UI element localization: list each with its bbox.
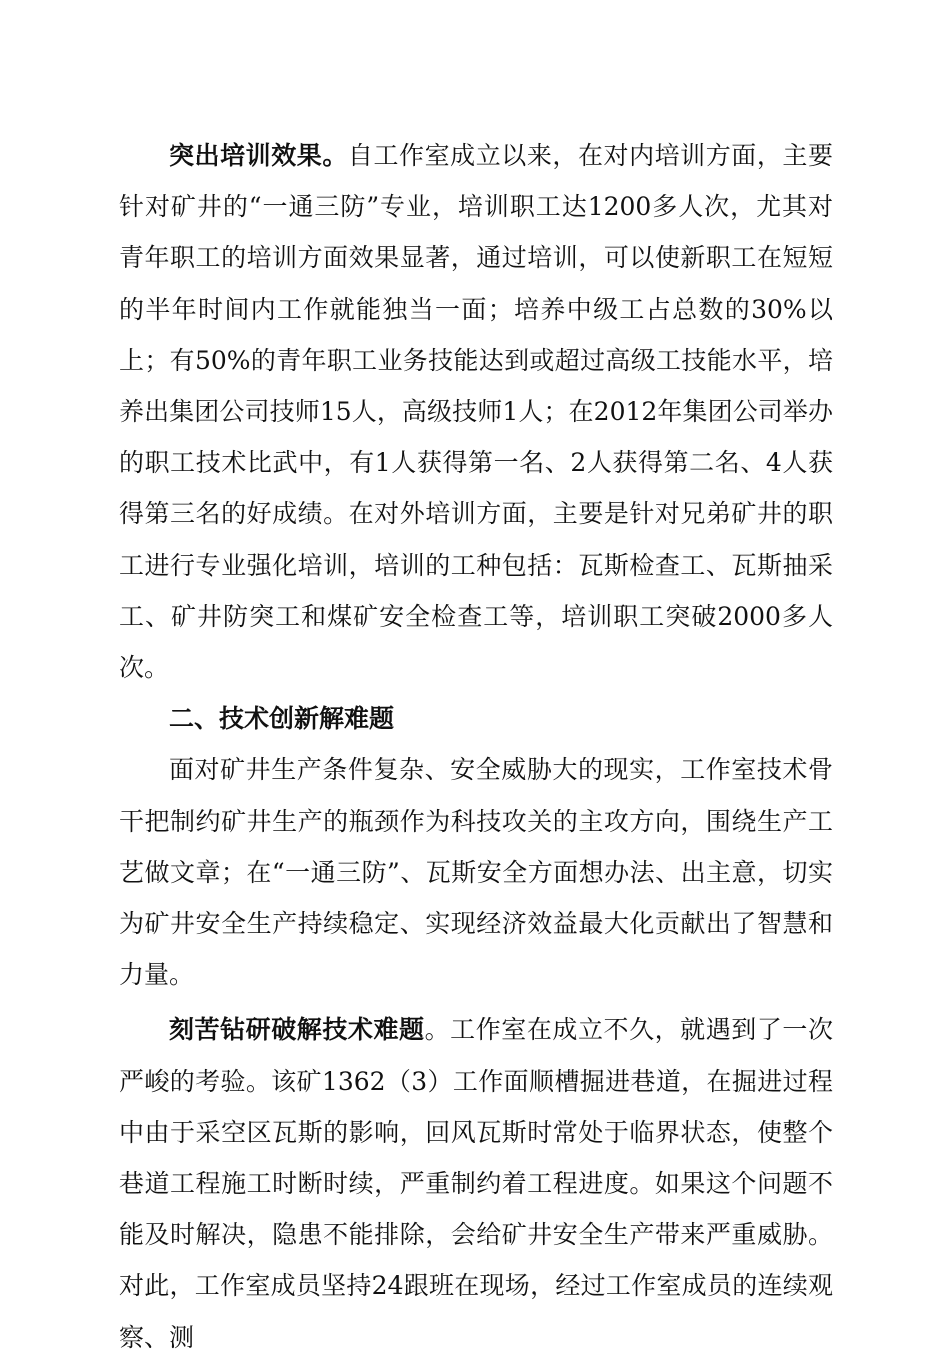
- paragraph-tech-innovation: 面对矿井生产条件复杂、安全威胁大的现实，工作室技术骨干把制约矿井生产的瓶颈作为科技攻关的主攻方向，围绕生产工艺做文章；在“一通三防”、瓦斯安全方面想办法、出主意，切实为矿井安全生产持续稳定、实现经济效益最大化贡献出了智慧和力量。: [119, 755, 833, 990]
- paragraph-lead-training: 突出培训效果。: [169, 141, 348, 170]
- paragraph-training-results: [119, 130, 833, 693]
- section-heading-tech-innovation: 二、技术创新解难题: [169, 704, 395, 734]
- paragraph-technical-problems: [119, 1004, 833, 1362]
- paragraph-lead-technical: 刻苦钻研破解技术难题: [169, 1015, 425, 1045]
- paragraph-body-technical: 。工作室在成立不久，就遇到了一次严峻的考验。该矿1362（3）工作面顺槽掘进巷道，在掘进过程中由于采空区瓦斯的影响，回风瓦斯时常处于临界状态，使整个巷道工程施工时断时续，严重制约着工程进度。如果这个问题不能及时解决，隐患不能排除，会给矿井安全生产带来严重威胁。对此，工作室成员坚持24跟班在现场，经过工作室成员的连续观察、测: [119, 1015, 833, 1352]
- document-page: [119, 130, 833, 1363]
- paragraph-body-training: 自工作室成立以来，在对内培训方面，主要针对矿井的“一通三防”专业，培训职工达1200多人次，尤其对青年职工的培训方面效果显著，通过培训，可以使新职工在短短的半年时间内工作就能独当一面；培养中级工占总数的30%以上；有50%的青年职工业务技能达到或超过高级工技能水平，培养出集团公司技师15人，高级技师1人；在2012年集团公司举办的职工技术比武中，有1人获得第一名、2人获得第二名、4人获得第三名的好成绩。在对外培训方面，主要是针对兄弟矿井的职工进行专业强化培训，培训的工种包括：瓦斯检查工、瓦斯抽采工、矿井防突工和煤矿安全检查工等，培训职工突破2000多人次。: [119, 141, 833, 683]
